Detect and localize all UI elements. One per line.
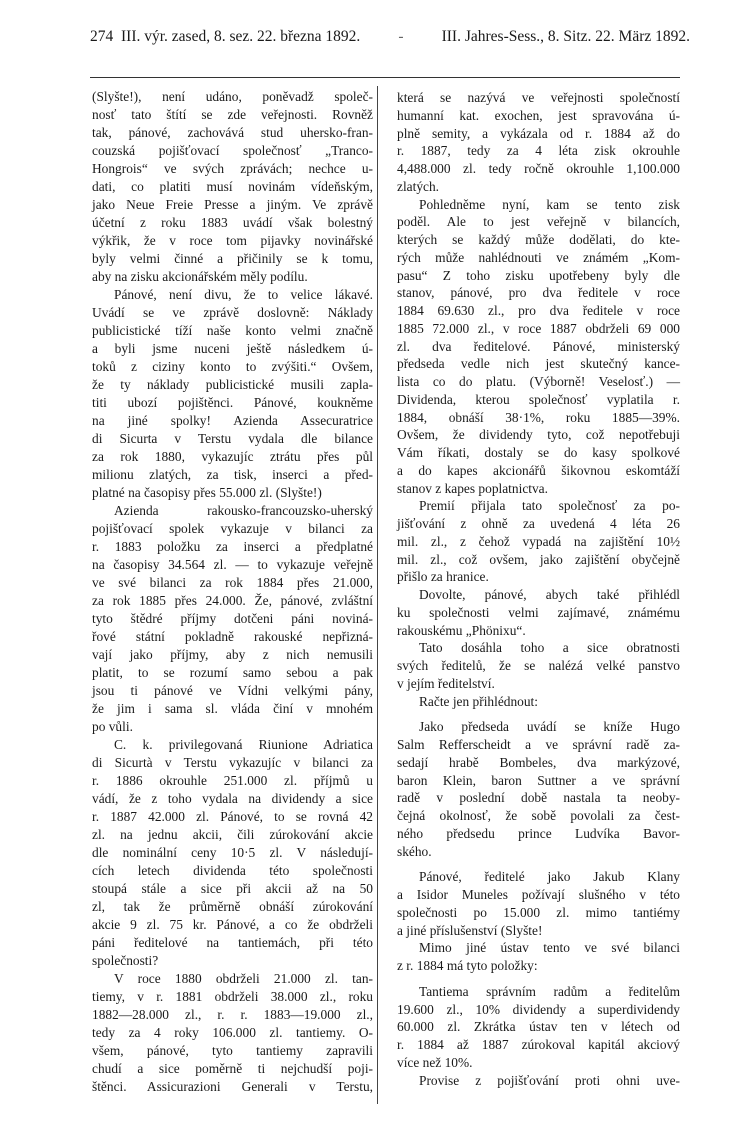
text-line: ve své bilanci za rok 1884 přes 21.000,: [92, 575, 373, 590]
text-line: poděl. Ale to jest veřejně v bilancích,: [397, 214, 680, 230]
text-line: jsou ti pánové ve Vídni velkými pány,: [92, 683, 373, 698]
text-line: r. 1883 položku za inserci a předplatné: [92, 539, 373, 554]
text-line: Dovolte, pánové, abych také přihlédl: [419, 587, 680, 602]
text-line: byly velmi činné a přičinily se k tomu,: [92, 251, 373, 266]
text-line: vají jako příjmy, aby z nich nemusili: [92, 647, 373, 662]
text-line: Hongrois“ ve svých zprávách; nechce u-: [92, 161, 373, 176]
text-line: ského.: [397, 843, 432, 859]
paragraph: [397, 497, 680, 586]
text-line: za rok 1880, vykazujíc ztrátu přes půl: [92, 449, 373, 464]
header-separator: -: [398, 28, 404, 45]
text-line: Uvádí se ve zprávě doslovně: Náklady: [92, 305, 373, 320]
text-line: rakouskému „Phönixu“.: [397, 622, 526, 638]
text-line: publicistické tíží naše konto velmi značně: [92, 323, 373, 338]
text-line: jako Neue Freie Presse a jiným. Ve zprávě: [92, 197, 373, 212]
text-line: společnosti?: [92, 953, 159, 968]
text-line: všem, pánové, tyto tantiemy zapravili: [92, 1043, 373, 1058]
text-line: ného předsedu prince Ludvíka Bavor-: [397, 825, 680, 841]
text-line: 1884 69.630 zl., pro dva ředitele v roce: [397, 303, 680, 318]
text-line: couzská pojišťovací společnosť „Tranco-: [92, 143, 373, 158]
text-line: zlatých.: [397, 178, 440, 194]
text-line: a Isidor Muneles požívají slušného v této: [397, 887, 680, 902]
text-line: na časopisy 34.564 zl. — to vykazuje veřejně: [92, 557, 373, 572]
text-line: platit, to se rozumí samo sebou a pak: [92, 665, 373, 680]
text-line: mil. zl., což ovšem, jako zajištění obyčejně: [397, 551, 680, 567]
text-line: 1882—28.000 zl., r. r. 1883—19.000 zl.,: [92, 1007, 373, 1022]
text-line: Tantiema správním radům a ředitelům: [419, 983, 680, 999]
text-line: rých může nahlédnouti ve známém „Kom-: [397, 249, 680, 265]
text-line: Provise z pojišťování proti ohni uve-: [419, 1072, 680, 1088]
text-line: r. 1887, tedy za 4 léta zisk okrouhle: [397, 143, 680, 159]
paragraph: [397, 868, 680, 939]
text-line: cích letech dividenda této společnosti: [92, 863, 373, 878]
text-line: 4,488.000 zl. tedy ročně okrouhle 1,100.000: [397, 161, 680, 176]
paragraph: [397, 89, 680, 196]
header-czech-title: III. výr. zased, 8. sez. 22. března 1892.: [121, 28, 361, 45]
text-line: 1885 72.000 zl., v roce 1887 obdrželi 69 000: [397, 320, 680, 336]
text-line: že jim i sama sl. vláda činí v mnohém: [92, 701, 373, 716]
running-header: [90, 28, 690, 52]
paragraph: [92, 88, 373, 286]
paragraph: [92, 286, 373, 502]
header-german-title: III. Jahres-Sess., 8. Sitz. 22. März 1892.: [441, 28, 690, 45]
text-line: di Sicurtà v Terstu vykazujíc v bilanci za: [92, 755, 373, 770]
page-number: 274: [90, 28, 114, 45]
text-line: stanov z kapes poplatnictva.: [397, 480, 548, 496]
text-line: vádí, že z toho vydala na dividendy a sice: [92, 791, 373, 806]
text-line: na jiné spolky! Azienda Assecuratrice: [92, 413, 373, 428]
text-line: zl, tak že průměrně obnáší zúrokování: [92, 899, 373, 914]
text-line: řové státní pokladně rakouské nepřizná-: [92, 629, 373, 644]
paragraph: [92, 736, 373, 970]
text-line: kterých se každý může dodělati, do kte-: [397, 232, 680, 247]
text-line: r. 1886 okrouhle 251.000 zl. příjmů u: [92, 773, 373, 788]
text-line: dle nominální ceny 10·5 zl. V následují-: [92, 845, 373, 860]
paragraph: [92, 502, 373, 736]
text-line: Pohledněme nyní, kam se tento zisk: [419, 196, 680, 212]
text-line: baron Klein, baron Suttner a ve správní: [397, 772, 680, 788]
text-line: 60.000 zl. Zkrátka ústav ten v létech od: [397, 1019, 680, 1035]
text-line: 1884, obnáší 38·1%, roku 1885—39%.: [397, 409, 680, 425]
text-line: plně semity, a vykázala od r. 1884 až do: [397, 125, 680, 141]
paragraph: [397, 939, 680, 975]
text-line: Vám říkati, dostaly se do kasy spolkové: [397, 445, 680, 460]
text-line: a byli jsme nuceni ještě následkem ú-: [92, 341, 373, 356]
paragraph: [92, 970, 373, 1096]
text-line: tyto štědré příjmy dotčeni páni noviná-: [92, 611, 373, 626]
text-line: v jejím ředitelství.: [397, 675, 495, 691]
paragraph: [397, 196, 680, 498]
text-line: zl. na jednu akcii, čili zúrokování akcie: [92, 827, 373, 842]
paragraph: [397, 693, 680, 711]
text-line: stoupá stále a sice při akcii až na 50: [92, 881, 373, 896]
right-column: [397, 89, 680, 1089]
text-line: ku společnosti velmi zajímavé, známému: [397, 604, 680, 620]
text-line: stanov, pánové, pro dva ředitele v roce: [397, 285, 680, 301]
paragraph: [397, 983, 680, 1072]
text-line: sedají hrabě Bombeles, dva markýzové,: [397, 754, 680, 770]
text-line: toků z ciziny konto to zvýšiti.“ Ovšem,: [92, 359, 373, 374]
text-line: čejná okolnosť, že sobě povolali za čest-: [397, 808, 680, 823]
text-line: výkřik, že v roce tom pijavky novinářské: [92, 233, 373, 248]
text-line: tedy za 4 roky 106.000 zl. tantiemy. O-: [92, 1025, 373, 1040]
text-line: Račte jen přihlédnout:: [419, 693, 538, 709]
paragraph: [397, 586, 680, 639]
text-line: dati, co platiti musí novinám vídeňským,: [92, 179, 373, 194]
text-line: z r. 1884 má tyto položky:: [397, 958, 538, 973]
text-line: lista co do platu. (Výborně! Veselosť.) —: [397, 374, 680, 389]
text-line: svých ředitelů, že se nalézá velké panstvo: [397, 658, 680, 673]
text-line: a jiné příslušenství (Slyšte!: [397, 922, 543, 938]
text-line: C. k. privilegovaná Riunione Adriatica: [114, 737, 373, 752]
text-line: Tato dosáhla toho a sice obratnosti: [419, 640, 680, 656]
text-line: Azienda rakousko-francouzsko-uherský: [114, 503, 373, 518]
text-line: nosť tato štítí se zde veřejnosti. Rovněž: [92, 107, 373, 122]
text-line: tak, pánové, zachovává stud uhersko-fran-: [92, 125, 373, 140]
text-line: 19.600 zl., 10% dividendy a superdividendy: [397, 1001, 680, 1017]
text-line: páni ředitelové na tantiemách, při této: [92, 935, 373, 950]
text-line: Salm Refferscheidt a ve správní radě za-: [397, 737, 680, 752]
header-rule: [90, 77, 680, 78]
text-line: titi ubozí pojištěnci. Pánové, koukněme: [92, 395, 373, 410]
text-line: milionu zlatých, za tisk, inserci a před-: [92, 467, 373, 482]
column-divider: [377, 86, 378, 1104]
text-line: (Slyšte!), není udáno, poněvadž společ-: [92, 89, 373, 104]
text-line: pojišťovací spolek vykazuje v bilanci za: [92, 521, 373, 536]
text-line: tiemy, v r. 1881 obdrželi 38.000 zl., roku: [92, 989, 373, 1004]
left-column: [92, 88, 373, 1096]
paragraph: [397, 639, 680, 692]
text-line: po vůli.: [92, 719, 133, 734]
text-line: společnosti po 15.000 zl. mimo tantiémy: [397, 904, 680, 920]
text-line: pasu“ Z toho zisku upotřebeny byly dle: [397, 267, 680, 283]
text-line: V roce 1880 obdrželi 21.000 zl. tan-: [114, 971, 373, 986]
text-line: Pánové, není divu, že to velice lákavé.: [114, 287, 373, 302]
text-line: štěnci. Assicurazioni Generali v Terstu,: [92, 1079, 373, 1094]
text-line: Premií přijala tato společnosť za po-: [419, 498, 680, 514]
text-line: Pánové, ředitelé jako Jakub Klany: [419, 869, 680, 885]
text-line: platné na časopisy přes 55.000 zl. (Slyšte!): [92, 485, 322, 500]
text-line: která se nazývá ve veřejnosti společností: [397, 90, 680, 105]
text-line: přišlo za hranice.: [397, 569, 489, 585]
text-line: mil. zl., z čehož vypadá na zajištění 10½: [397, 533, 680, 549]
text-line: humanní kat. exochen, jest spravována ú-: [397, 107, 680, 123]
text-line: Ovšem, že dividendy tyto, což nepotřebuji: [397, 427, 680, 443]
header-left: [90, 28, 360, 52]
paragraph: [397, 718, 680, 860]
text-line: di Sicurta v Terstu vydala dle bilance: [92, 431, 373, 446]
text-line: za rok 1885 přes 24.000. Že, pánové, zvláštní: [92, 593, 373, 608]
text-line: že ty náklady publicistické musili zapla-: [92, 377, 373, 392]
text-line: více než 10%.: [397, 1054, 473, 1070]
text-line: předseda vedle nich jest skutečný kance-: [397, 356, 680, 372]
text-line: radě v poslední době nastala ta neoby-: [397, 790, 680, 806]
text-line: jišťování z ohně za uvedená 4 léta 26: [397, 516, 680, 531]
text-line: aby na zisku akcionářském měly podílu.: [92, 269, 308, 284]
text-line: a do kapes akcionářů šikovnou eskomtáží: [397, 462, 680, 478]
text-line: akcie 9 zl. 75 kr. Pánové, a co že obdrželi: [92, 917, 373, 932]
text-line: Mimo jiné ústav tento ve své bilanci: [419, 940, 680, 956]
text-line: Jako předseda uvádí se kníže Hugo: [419, 719, 680, 735]
text-line: r. 1884 až 1887 zúrokoval kapitál akciový: [397, 1037, 680, 1052]
text-line: účetní z roku 1883 uvádí však bolestný: [92, 215, 373, 230]
text-line: r. 1887 42.000 zl. Pánové, to se rovná 42: [92, 809, 373, 824]
text-line: Dividenda, kterou společnosť vyplatila r.: [397, 391, 680, 407]
text-line: zl. dva ředitelové. Pánové, ministerský: [397, 338, 680, 354]
text-line: chudí a sice poměrně ti nejchudší poji-: [92, 1061, 373, 1076]
paragraph: [397, 1072, 680, 1090]
